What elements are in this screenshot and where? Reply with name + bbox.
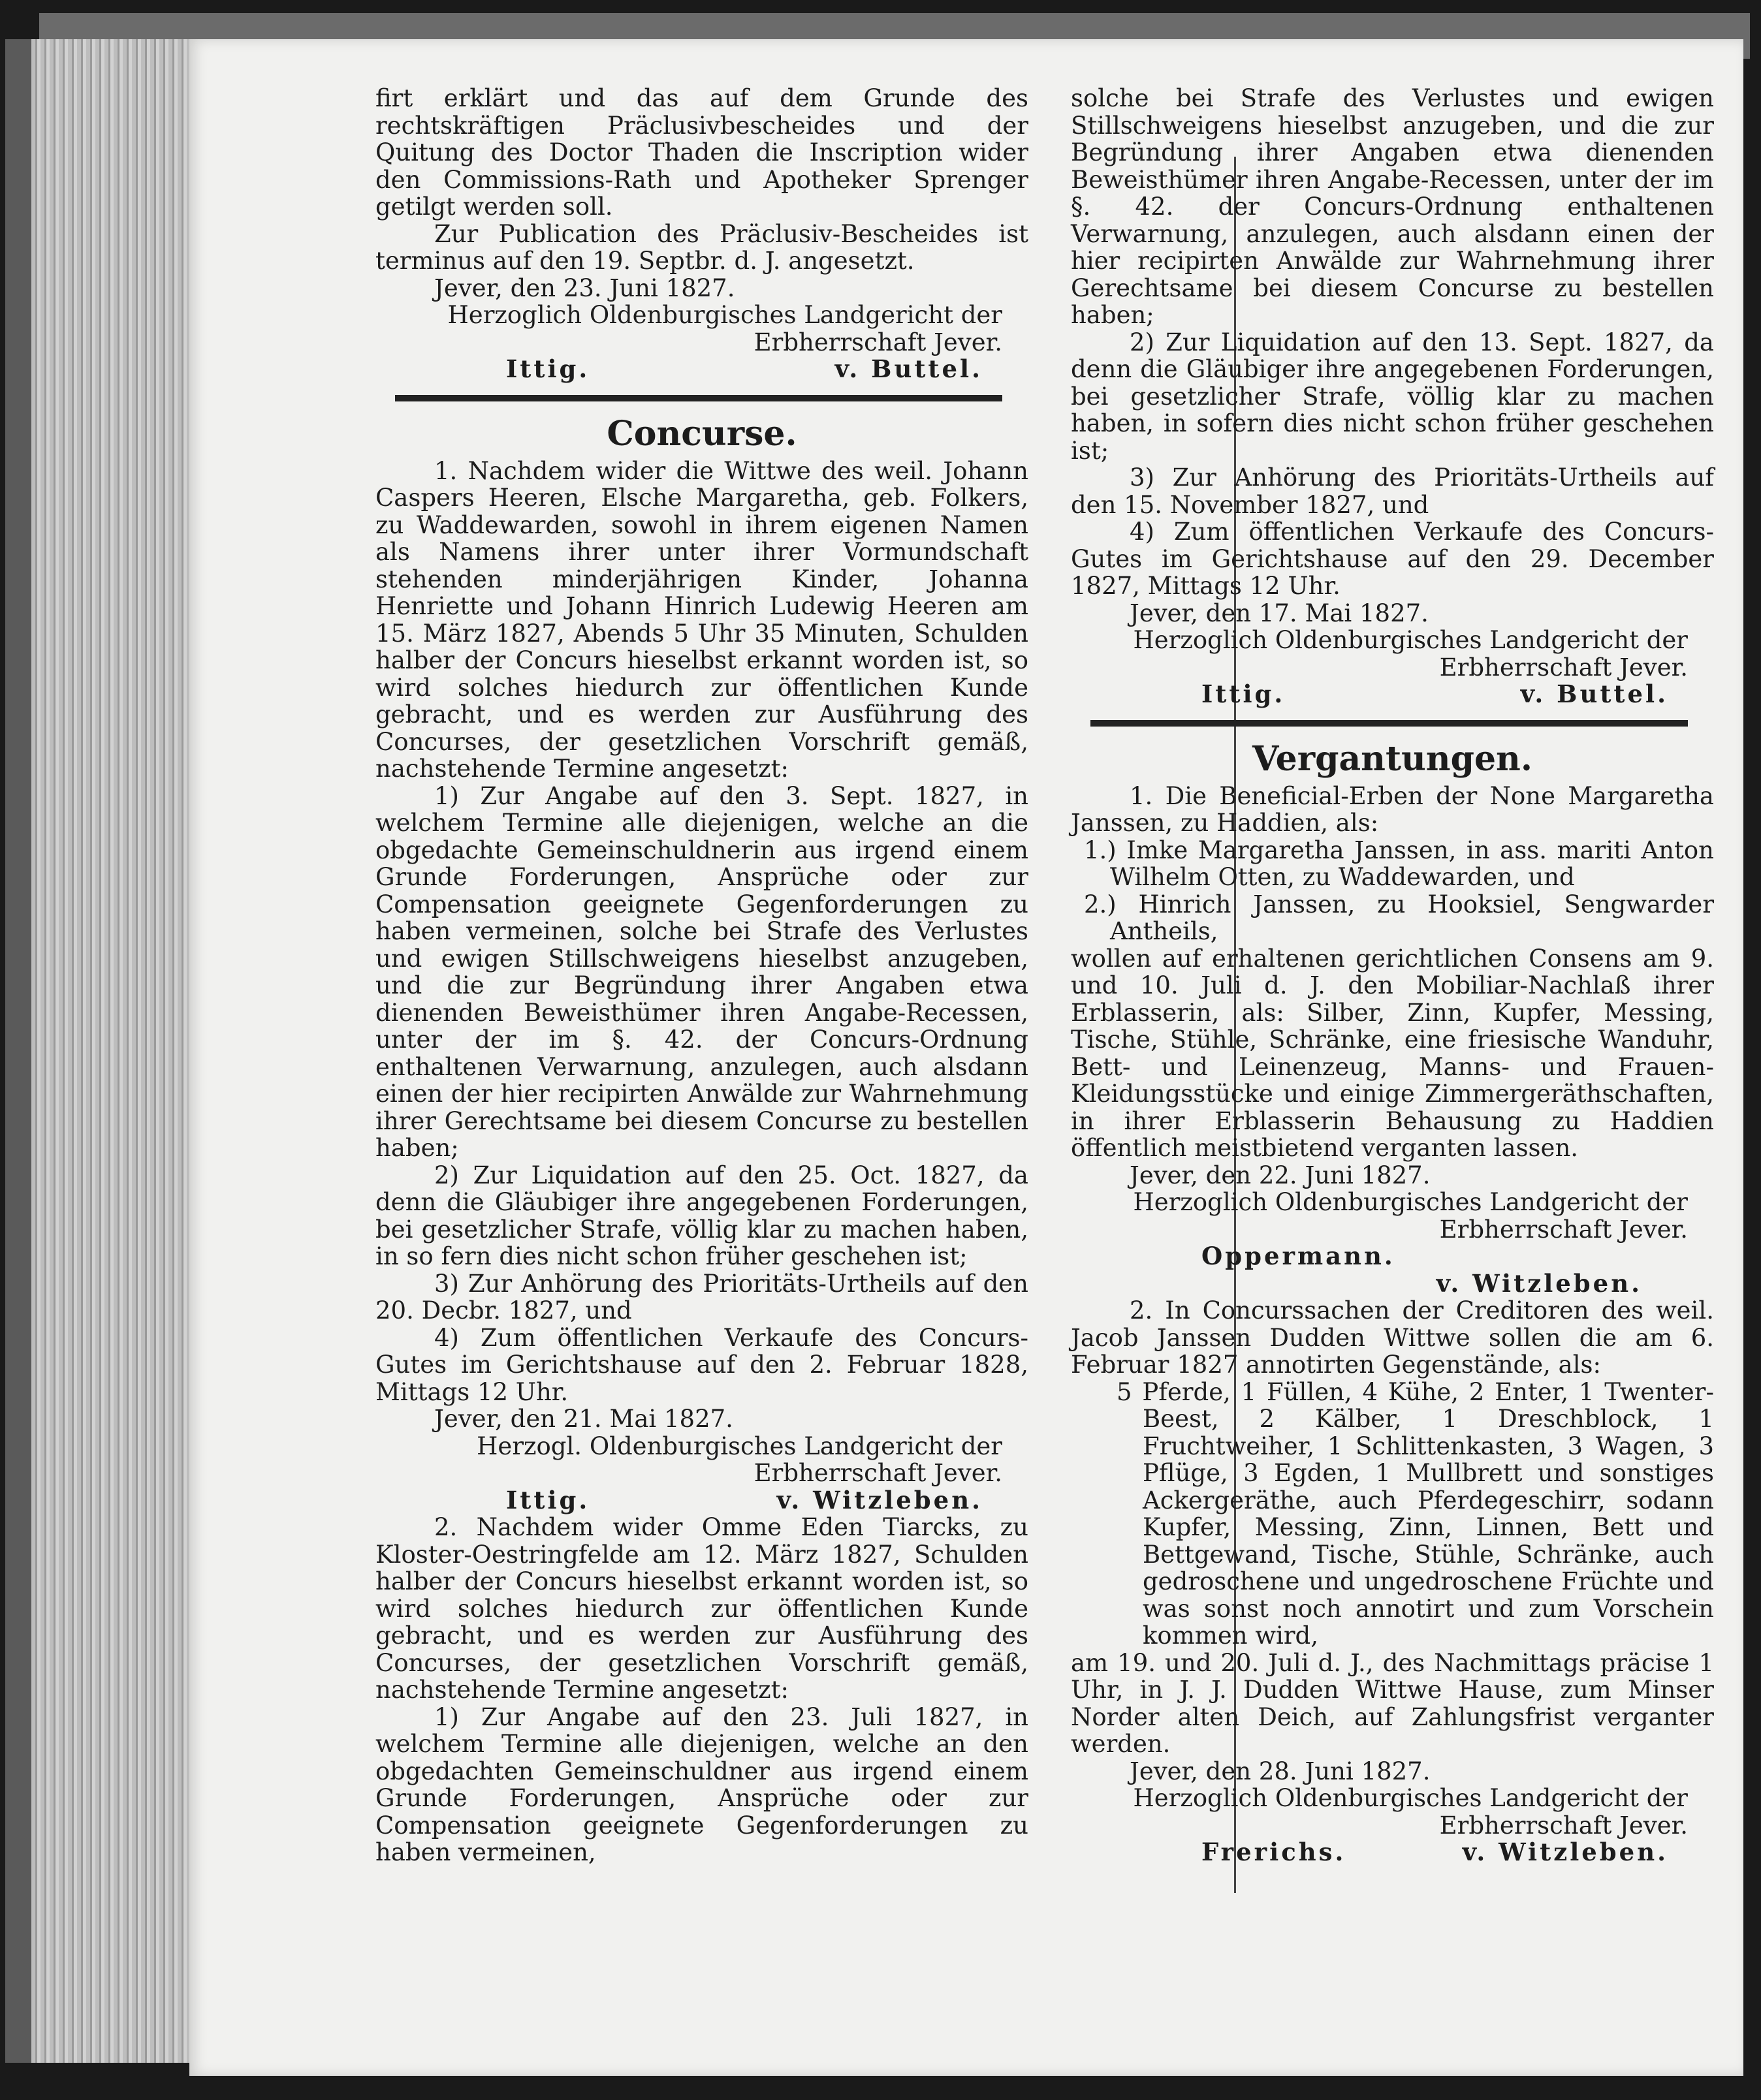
vergantung-2-court: Herzoglich Oldenburgisches Landgericht der Erbherrschaft Jever. — [1133, 1784, 1688, 1840]
vergantung-1-intro: 1. Die Beneficial-Erben der None Margaretha Janssen, zu Haddien, als: — [1071, 781, 1714, 837]
left-column — [375, 85, 1028, 1866]
publication-notice: Zur Publication des Präclusiv-Bescheides ist terminus auf den 19. Septbr. d. J. angesetzt. — [375, 219, 1028, 275]
signature-right: v. Witzleben. — [1462, 1838, 1668, 1866]
vergantung-2-text: 2. In Concurssachen der Creditoren des weil. Jacob Janssen Dudden Wittwe sollen die am 6. Februar 1827 annotirten Gegenstände, als: — [1071, 1296, 1714, 1379]
vergantung-2-signatures — [1071, 1839, 1714, 1866]
continued-paragraph: solche bei Strafe des Verlustes und ewigen Stillschweigens hieselbst anzugeben, und die zur Begründung ihrer Angaben etwa dienenden Beweisthümer ihren Angabe-Recessen, unter der im §. 42. der Concurs-Ordnung enthaltenen Verwarnung, anzulegen, auch alsdann einen der hier recipirten Anwälde zur Wahrnehmung ihrer Gerechtsame bei diesem Concurse zu bestellen haben; — [1071, 84, 1714, 329]
concurs-1-term-1: 1) Zur Angabe auf den 3. Sept. 1827, in welchem Termine alle diejenigen, welche an die obgedachte Gemeinschuldnerin aus irgend einem Grunde Forderungen, Ansprüche oder zur Compensation geeignete Gegenforderungen zu haben vermeinen, solche bei Strafe des Verlustes und ewigen Stillschweigens hieselbst anzugeben, und die zur Begründung ihrer Angaben etwa dienenden Beweisthümer ihren Angabe-Recessen, unter der im §. 42. der Concurs-Ordnung enthaltenen Verwarnung, anzulegen, auch alsdann einen der hier recipirten Anwälde zur Wahrnehmung ihrer Gerechtsame bei diesem Concurse zu bestellen haben; — [375, 781, 1028, 1162]
vergantung-1-heir-2: 2.) Hinrich Janssen, zu Hooksiel, Sengwarder Antheils, — [1084, 890, 1714, 945]
vergantung-2-date: Jever, den 28. Juni 1827. — [1130, 1757, 1431, 1785]
vergantung-1-court: Herzoglich Oldenburgisches Landgericht der Erbherrschaft Jever. — [1133, 1188, 1688, 1244]
signature-left: Frerichs. — [1201, 1838, 1346, 1866]
concurs-2-term-1: 1) Zur Angabe auf den 23. Juli 1827, in welchem Termine alle diejenigen, welche an den obgedachten Gemeinschuldner aus irgend einem Grunde Forderungen, Ansprüche oder zur Compensation geeignete Gegenforderungen zu haben vermeinen, — [375, 1702, 1028, 1866]
section-rule — [1090, 720, 1688, 727]
signature-left: Ittig. — [506, 354, 590, 383]
signature-left: Oppermann. — [1201, 1242, 1395, 1270]
opening-paragraph: firt erklärt und das auf dem Grunde des rechtskräftigen Präclusivbescheides und der Quitung des Doctor Thaden die Inscription wider den Commissions-Rath und Apotheker Sprenger getilgt werden soll. — [375, 84, 1028, 221]
concurs-2-term-3: 3) Zur Anhörung des Prioritäts-Urtheils auf den 15. November 1827, und — [1071, 463, 1714, 519]
section-rule — [395, 395, 1002, 401]
signature-left: Ittig. — [506, 1485, 590, 1514]
vergantung-1-date: Jever, den 22. Juni 1827. — [1130, 1161, 1431, 1189]
concurs-1-signatures — [375, 1487, 1028, 1514]
concurs-1-term-2: 2) Zur Liquidation auf den 25. Oct. 1827, da denn die Gläubiger ihre angegebenen Forderungen, bei gesetzlicher Strafe, völlig klar zu machen haben, in so fern dies nicht schon früher geschehen ist; — [375, 1161, 1028, 1270]
signature-right: v. Buttel. — [1520, 680, 1668, 708]
concurs-1-term-3: 3) Zur Anhörung des Prioritäts-Urtheils auf den 20. Decbr. 1827, und — [375, 1269, 1028, 1324]
vergantung-1-heir-1: 1.) Imke Margaretha Janssen, in ass. mariti Anton Wilhelm Otten, zu Waddewarden, und — [1084, 836, 1714, 891]
concurs-1-court: Herzogl. Oldenburgisches Landgericht der Erbherrschaft Jever. — [477, 1432, 1002, 1487]
signatures — [375, 356, 1028, 383]
section-title-vergantungen: Vergantungen. — [1252, 738, 1532, 779]
right-column — [1071, 85, 1714, 1866]
section-title-concurse: Concurse. — [607, 413, 797, 454]
notice-date: Jever, den 23. Juni 1827. — [434, 274, 735, 302]
signature-right: v. Buttel. — [834, 354, 983, 383]
vergantung-2-text2: am 19. und 20. Juli d. J., des Nachmittags präcise 1 Uhr, in J. J. Dudden Wittwe Hause, zum Minser Norder alten Deich, auf Zahlungsfrist verganter werden. — [1071, 1648, 1714, 1758]
concurs-1-date: Jever, den 21. Mai 1827. — [434, 1405, 733, 1433]
concurs-2-signatures — [1071, 681, 1714, 708]
signature-left: Ittig. — [1201, 680, 1286, 708]
vergantung-1-sig-right: v. Witzleben. — [1436, 1268, 1642, 1298]
vergantung-2-goods: 5 Pferde, 1 Füllen, 4 Kühe, 2 Enter, 1 Twenter-Beest, 2 Kälber, 1 Dreschblock, 1 Fruchtweiher, 1 Schlittenkasten, 3 Wagen, 3 Pflüge, 3 Egden, 1 Mullbrett und sonstiges Ackergeräthe, auch Pferdegeschirr, sodann Kupfer, Messing, Zinn, Linnen, Bett und Bettgewand, Tische, Stühle, Schränke, auch gedroschene und ungedroschene Früchte und was sonst noch annotirt und zum Vorschein kommen wird, — [1117, 1377, 1714, 1650]
signature-right: v. Witzleben. — [776, 1485, 983, 1514]
concurs-2-term-4: 4) Zum öffentlichen Verkaufe des Concurs-Gutes im Gerichtshause auf den 29. December 1827, Mittags 12 Uhr. — [1071, 518, 1714, 600]
concurs-1-term-4: 4) Zum öffentlichen Verkaufe des Concurs-Gutes im Gerichtshause auf den 2. Februar 1828, Mittags 12 Uhr. — [375, 1323, 1028, 1406]
concurs-2-text: 2. Nachdem wider Omme Eden Tiarcks, zu Kloster-Oestringfelde am 12. März 1827, Schulden halber der Concurs hieselbst erkannt worden ist, so wird solches hiedurch zur öffentlichen Kunde gebracht, und es werden zur Ausführung des Concurses, der gesetzlichen Vorschrift gemäß, nachstehende Termine angesetzt: — [375, 1513, 1028, 1704]
vergantung-1-sig-left — [1071, 1243, 1714, 1270]
concurs-2-term-2: 2) Zur Liquidation auf den 13. Sept. 1827, da denn die Gläubiger ihre angegebenen Forderungen, bei gesetzlicher Strafe, völlig klar zu machen haben, in sofern dies nicht schon früher geschehen ist; — [1071, 328, 1714, 465]
concurs-2-court: Herzoglich Oldenburgisches Landgericht der Erbherrschaft Jever. — [1133, 626, 1688, 682]
concurs-2-date: Jever, den 17. Mai 1827. — [1130, 599, 1429, 627]
court-name: Herzoglich Oldenburgisches Landgericht der Erbherrschaft Jever. — [447, 301, 1002, 356]
vergantung-1-text: wollen auf erhaltenen gerichtlichen Consens am 9. und 10. Juli d. J. den Mobiliar-Nachlaß ihrer Erblasserin, als: Silber, Zinn, Kupfer, Messing, Tische, Stühle, Schränke, eine friesische Wanduhr, Bett- und Leinenzeug, Manns- und Frauen-Kleidungsstücke und einige Zimmergeräthschaften, in ihrer Erblasserin Behausung zu Haddien öffentlich meistbietend verganten lassen. — [1071, 944, 1714, 1162]
concurs-1-text: 1. Nachdem wider die Wittwe des weil. Johann Caspers Heeren, Elsche Margaretha, geb. Folkers, zu Waddewarden, sowohl in ihrem eigenen Namen als Namens ihrer unter ihrer Vormundschaft stehenden minderjährigen Kinder, Johanna Henriette und Johann Hinrich Ludewig Heeren am 15. März 1827, Abends 5 Uhr 35 Minuten, Schulden halber der Concurs hieselbst erkannt worden ist, so wird solches hiedurch zur öffentlichen Kunde gebracht, und es werden zur Ausführung des Concurses, der gesetzlichen Vorschrift gemäß, nachstehende Termine angesetzt: — [375, 456, 1028, 783]
